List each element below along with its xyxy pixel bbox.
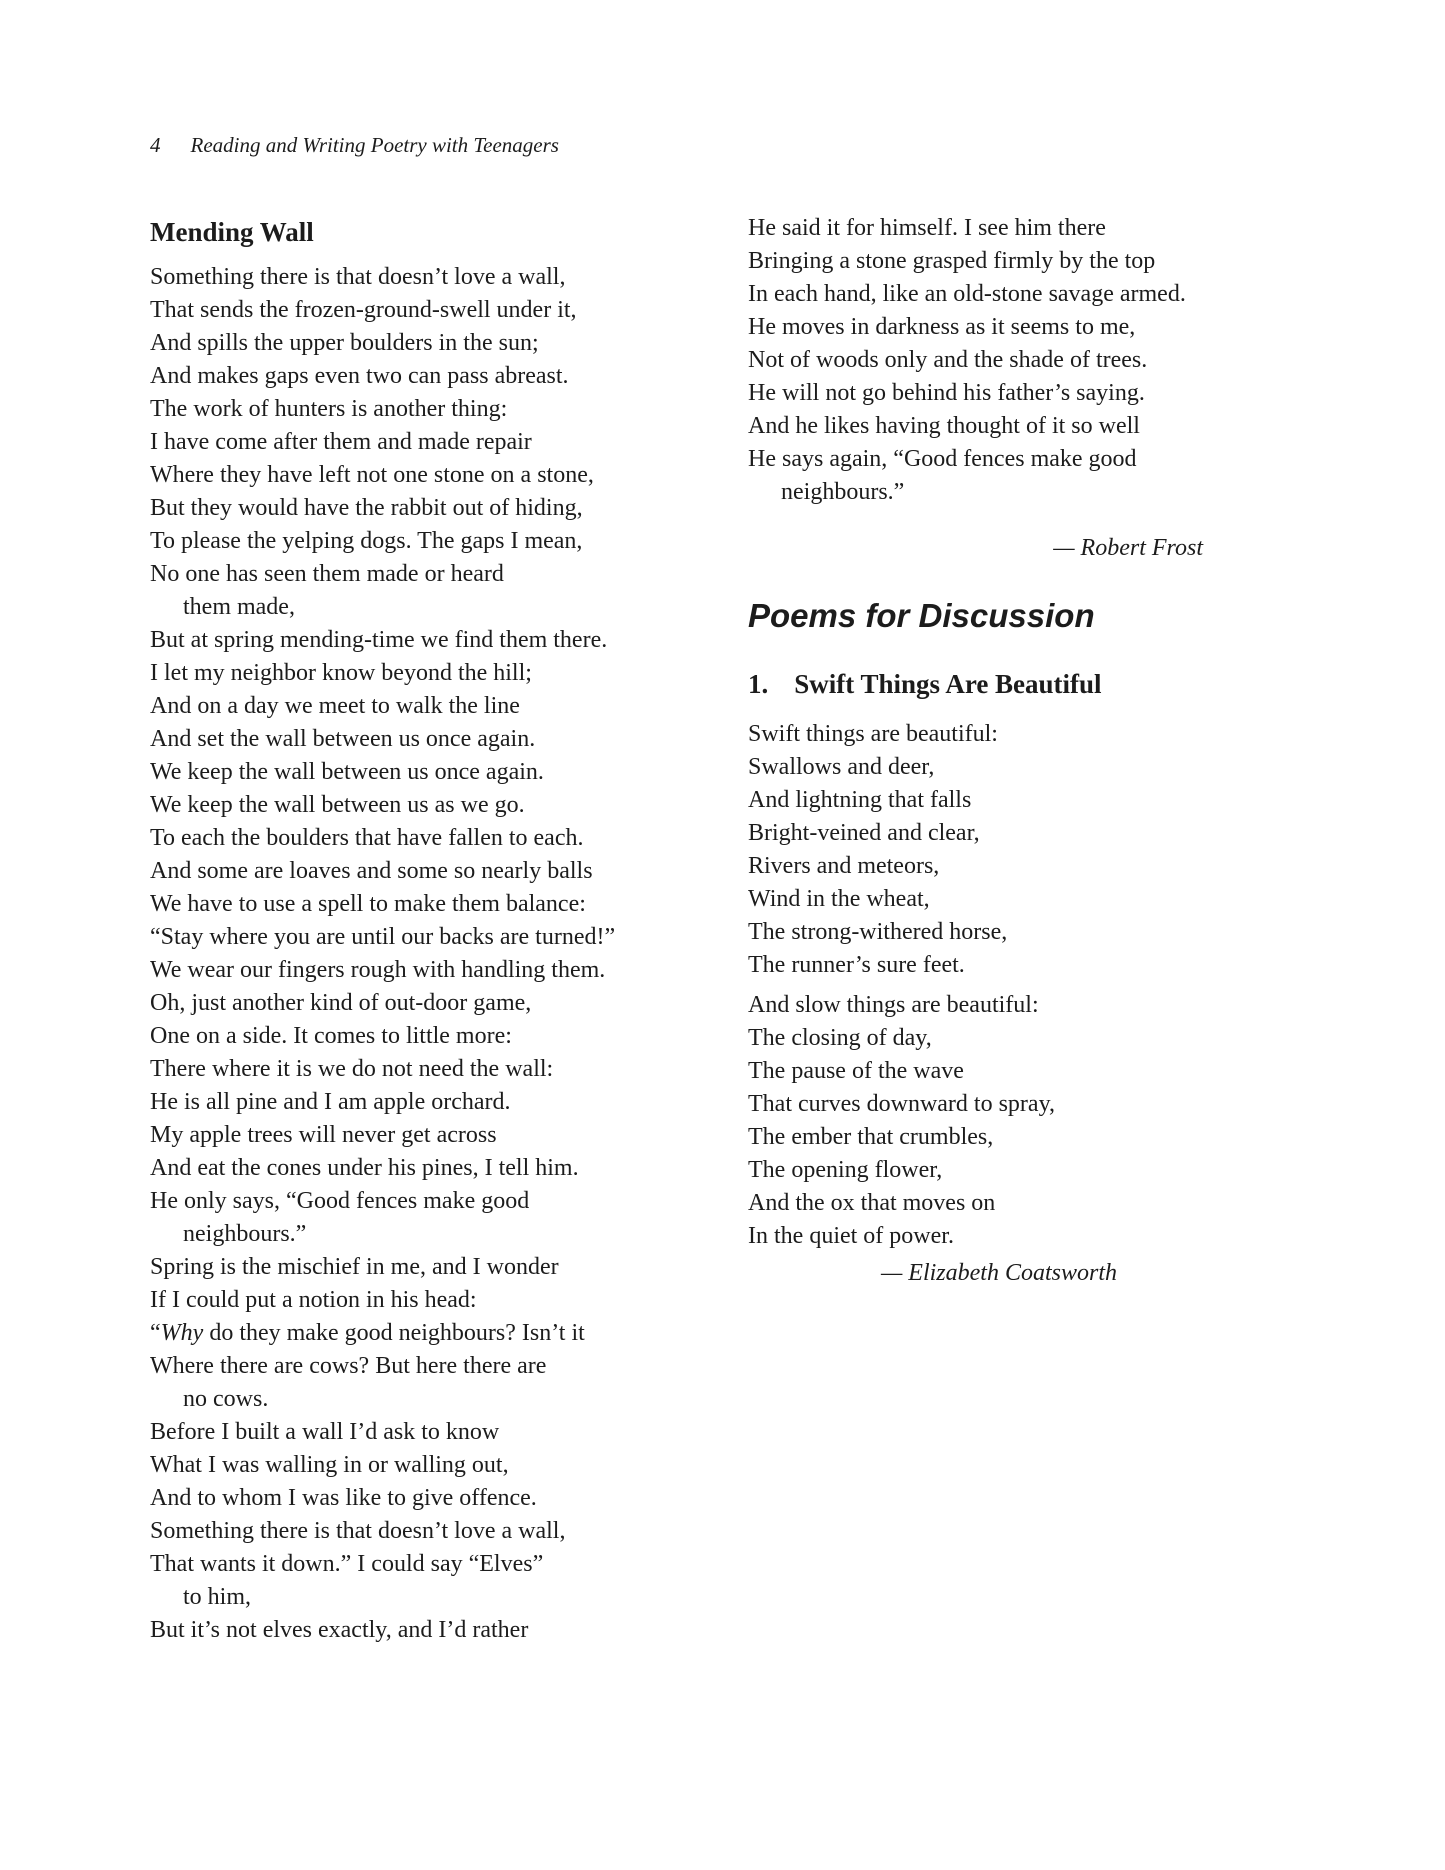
poem-line: The strong-withered horse, <box>748 919 1008 945</box>
running-title: Reading and Writing Poetry with Teenagers <box>190 133 559 157</box>
mending-wall-right-lines <box>748 212 1260 509</box>
poem-line: The runner’s sure feet. <box>748 952 965 978</box>
poem-line: I have come after them and made repair <box>150 429 532 455</box>
poem-heading-swift-things <box>748 668 1260 700</box>
poem-line: He says again, “Good fences make good <box>748 446 1137 472</box>
poem-line: And spills the upper boulders in the sun; <box>150 330 539 356</box>
poem-title-swift-things: Swift Things Are Beautiful <box>794 669 1102 699</box>
poem-line: Something there is that doesn’t love a wall, <box>150 264 566 290</box>
stanza <box>748 989 1260 1253</box>
poem-line: He moves in darkness as it seems to me, <box>748 314 1136 340</box>
poem-line: And the ox that moves on <box>748 1190 996 1216</box>
poem-line: That curves downward to spray, <box>748 1091 1056 1117</box>
section-heading-poems-for-discussion: Poems for Discussion <box>748 597 1095 634</box>
poem-line: neighbours.” <box>183 1221 307 1247</box>
poem-line: That wants it down.” I could say “Elves” <box>150 1551 544 1577</box>
poem-line: And he likes having thought of it so well <box>748 413 1140 439</box>
poem-line: The closing of day, <box>748 1025 932 1051</box>
poem-line: In each hand, like an old-stone savage armed. <box>748 281 1186 307</box>
poem-line: But it’s not elves exactly, and I’d rather <box>150 1617 529 1643</box>
poem-line: He will not go behind his father’s saying. <box>748 380 1145 406</box>
poem-line: My apple trees will never get across <box>150 1122 497 1148</box>
poem-line: We have to use a spell to make them balance: <box>150 891 586 917</box>
poem-line: One on a side. It comes to little more: <box>150 1023 512 1049</box>
poem-line: And lightning that falls <box>748 787 972 813</box>
page-number: 4 <box>150 133 161 157</box>
italic-word: Why <box>160 1320 204 1346</box>
poem-line: There where it is we do not need the wall: <box>150 1056 554 1082</box>
swift-things-stanzas <box>748 718 1260 1253</box>
poem-line: Swallows and deer, <box>748 754 935 780</box>
poem-line: And eat the cones under his pines, I tell him. <box>150 1155 579 1181</box>
poem-line: I let my neighbor know beyond the hill; <box>150 660 532 686</box>
poem-line: And makes gaps even two can pass abreast. <box>150 363 569 389</box>
poem-line: Something there is that doesn’t love a wall, <box>150 1518 566 1544</box>
poem-line: He said it for himself. I see him there <box>748 215 1106 241</box>
poem-line: neighbours.” <box>781 479 905 505</box>
column-left <box>150 216 706 1647</box>
poem-line: And set the wall between us once again. <box>150 726 536 752</box>
poem-line: And to whom I was like to give offence. <box>150 1485 537 1511</box>
poem-line: The opening flower, <box>748 1157 943 1183</box>
poem-line: He only says, “Good fences make good <box>150 1188 530 1214</box>
poem-line: In the quiet of power. <box>748 1223 954 1249</box>
poem-line: “Why do they make good neighbours? Isn’t it <box>150 1320 585 1346</box>
attribution-robert-frost: — Robert Frost <box>1053 535 1203 561</box>
poem-line: He is all pine and I am apple orchard. <box>150 1089 511 1115</box>
poem-line: to him, <box>183 1584 252 1610</box>
poem-line: To each the boulders that have fallen to each. <box>150 825 584 851</box>
poem-line: And on a day we meet to walk the line <box>150 693 520 719</box>
poem-line: But they would have the rabbit out of hiding, <box>150 495 583 521</box>
poem-line: Oh, just another kind of out-door game, <box>150 990 532 1016</box>
poem-line: We wear our fingers rough with handling them. <box>150 957 606 983</box>
poem-line: Bringing a stone grasped firmly by the top <box>748 248 1156 274</box>
mending-wall-left-lines <box>150 261 706 1647</box>
poem-line: That sends the frozen-ground-swell under it, <box>150 297 577 323</box>
poem-line: Where there are cows? But here there are <box>150 1353 547 1379</box>
poem-line: no cows. <box>183 1386 269 1412</box>
poem-line: Swift things are beautiful: <box>748 721 998 747</box>
poem-line: To please the yelping dogs. The gaps I mean, <box>150 528 583 554</box>
poem-line: And some are loaves and some so nearly balls <box>150 858 593 884</box>
poem-line: What I was walling in or walling out, <box>150 1452 509 1478</box>
poem-line: Wind in the wheat, <box>748 886 930 912</box>
poem-line: We keep the wall between us as we go. <box>150 792 525 818</box>
poem-line: Spring is the mischief in me, and I wonder <box>150 1254 559 1280</box>
attribution-elizabeth-coatsworth: — Elizabeth Coatsworth <box>880 1260 1117 1286</box>
poem-number: 1. <box>748 669 769 699</box>
running-header <box>150 133 559 158</box>
poem-line: Rivers and meteors, <box>748 853 940 879</box>
poem-line: Bright-veined and clear, <box>748 820 980 846</box>
poem-line: Where they have left not one stone on a stone, <box>150 462 594 488</box>
poem-line: And slow things are beautiful: <box>748 992 1039 1018</box>
poem-line: If I could put a notion in his head: <box>150 1287 477 1313</box>
poem-title-mending-wall: Mending Wall <box>150 217 314 247</box>
poem-line: Before I built a wall I’d ask to know <box>150 1419 500 1445</box>
poem-line: them made, <box>183 594 295 620</box>
poem-line: The ember that crumbles, <box>748 1124 994 1150</box>
poem-line: “Stay where you are until our backs are turned!” <box>150 924 616 950</box>
poem-line: No one has seen them made or heard <box>150 561 504 587</box>
poem-line: We keep the wall between us once again. <box>150 759 544 785</box>
poem-line: The pause of the wave <box>748 1058 964 1084</box>
column-right <box>748 212 1260 1290</box>
poem-line: The work of hunters is another thing: <box>150 396 508 422</box>
poem-line: But at spring mending-time we find them there. <box>150 627 608 653</box>
stanza <box>748 718 1260 982</box>
poem-line: Not of woods only and the shade of trees. <box>748 347 1148 373</box>
